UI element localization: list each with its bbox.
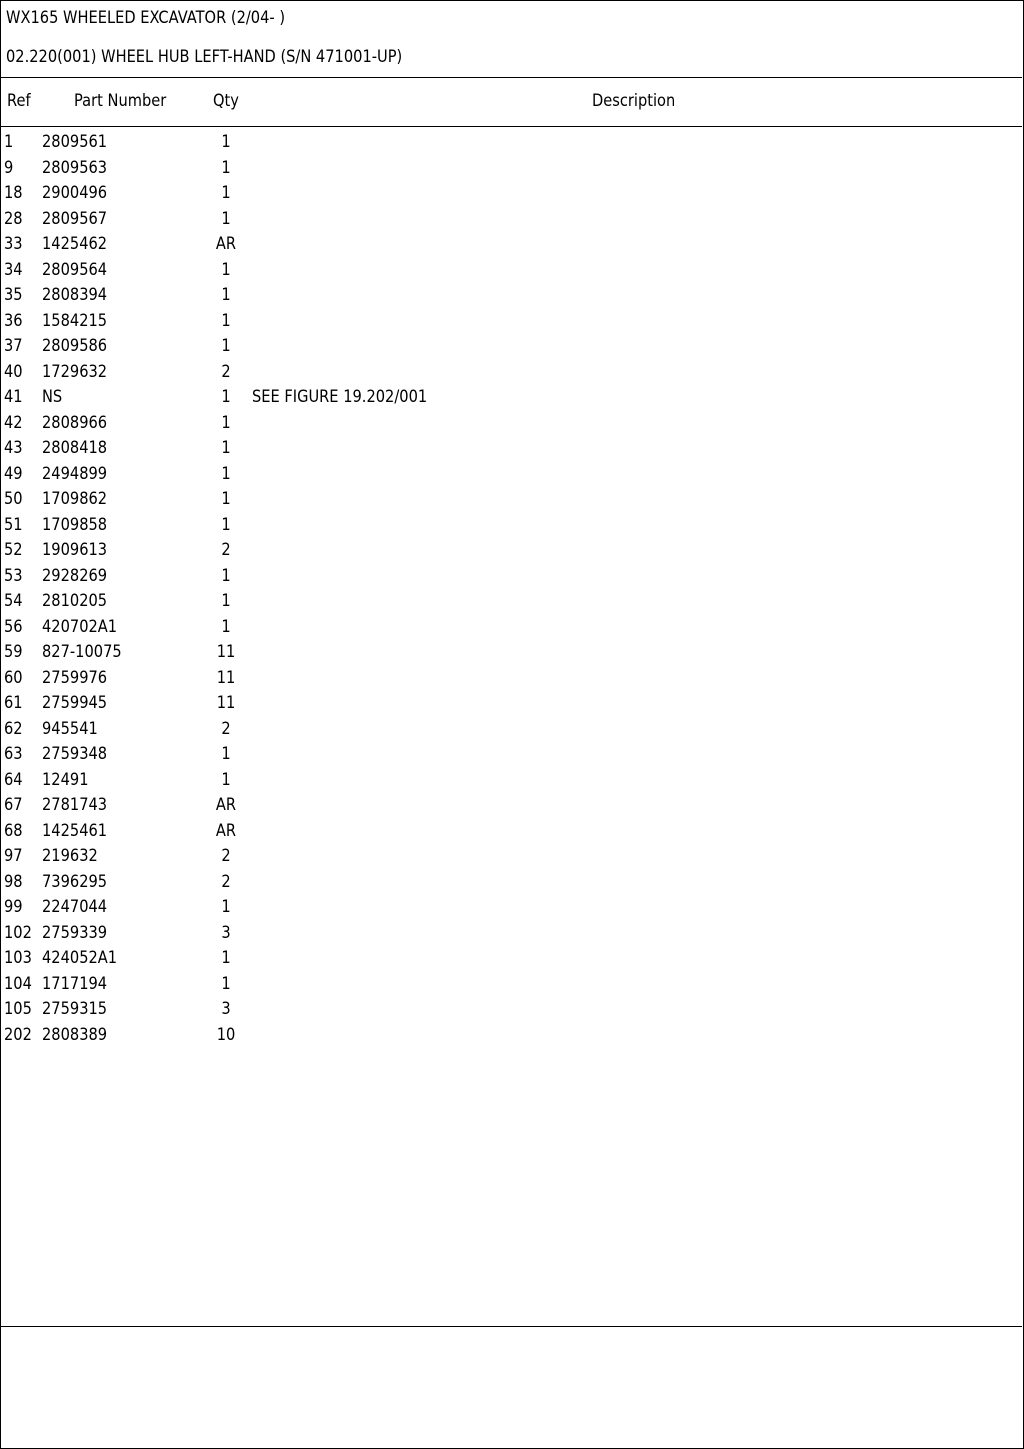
qty-cell: 2 [221,871,231,892]
table-row [0,207,1022,233]
part-number-cell: 1729632 [42,361,108,382]
qty-cell: 1 [221,897,231,917]
qty-cell: 1 [221,208,231,229]
table-row [0,997,1022,1023]
qty-cell: 1 [221,336,231,356]
part-number-cell: 2808394 [42,285,108,305]
qty-cell: AR [215,234,237,254]
qty-cell: 3 [221,922,231,943]
table-row [0,258,1022,284]
ref-cell: 51 [4,514,23,535]
part-number-cell: 1709862 [42,489,108,509]
table-row [0,768,1022,794]
part-number-cell: 2808966 [42,412,108,433]
part-number-cell: 2809567 [42,208,108,229]
qty-cell: 2 [221,540,231,560]
part-number-cell: 2809563 [42,157,108,178]
ref-cell: 43 [4,438,23,458]
ref-cell: 56 [4,616,23,637]
qty-cell: 1 [221,387,231,407]
part-number-cell: 2928269 [42,565,108,586]
table-row [0,895,1022,921]
part-number-cell: 1717194 [42,973,108,994]
part-number-cell: 2900496 [42,183,108,203]
ref-cell: 97 [4,846,23,866]
footer-divider [0,1326,1022,1327]
part-number-cell: 420702A1 [42,616,118,637]
ref-cell: 102 [4,922,32,943]
qty-cell: 1 [221,489,231,509]
table-row [0,513,1022,539]
qty-cell: 1 [221,412,231,433]
qty-cell: 1 [221,948,231,968]
table-row [0,793,1022,819]
qty-cell: 1 [221,973,231,994]
qty-cell: 1 [221,616,231,637]
table-row [0,360,1022,386]
part-number-cell: 2808418 [42,438,108,458]
table-row [0,1023,1022,1049]
part-number-cell: 2759348 [42,744,108,764]
ref-cell: 67 [4,795,23,815]
table-row [0,615,1022,641]
table-row [0,666,1022,692]
part-number-cell: 2759339 [42,922,108,943]
table-row [0,589,1022,615]
qty-cell: 2 [221,361,231,382]
ref-cell: 35 [4,285,23,305]
part-number-cell: NS [42,387,63,407]
part-number-cell: 2808389 [42,1024,108,1045]
qty-cell: 1 [221,132,231,152]
part-number-cell: 1425462 [42,234,108,254]
qty-cell: 1 [221,514,231,535]
table-row [0,844,1022,870]
qty-cell: 11 [216,693,236,713]
table-row [0,717,1022,743]
ref-cell: 40 [4,361,23,382]
table-row [0,309,1022,335]
ref-cell: 9 [4,157,14,178]
parts-table [0,130,1022,1048]
ref-cell: 202 [4,1024,32,1045]
qty-cell: AR [215,820,237,841]
table-row [0,411,1022,437]
ref-cell: 52 [4,540,23,560]
column-header-description: Description [592,91,676,111]
table-row [0,130,1022,156]
ref-cell: 37 [4,336,23,356]
table-row [0,232,1022,258]
part-number-cell: 2809564 [42,259,108,280]
table-row [0,436,1022,462]
qty-cell: 1 [221,310,231,331]
ref-cell: 42 [4,412,23,433]
part-number-cell: 2759976 [42,667,108,688]
ref-cell: 64 [4,769,23,790]
qty-cell: 2 [221,846,231,866]
part-number-cell: 2809561 [42,132,108,152]
part-number-cell: 945541 [42,718,98,739]
ref-cell: 53 [4,565,23,586]
column-header-divider [0,126,1022,127]
qty-cell: 1 [221,591,231,611]
table-row [0,334,1022,360]
part-number-cell: 2759315 [42,999,108,1019]
qty-cell: 1 [221,183,231,203]
ref-cell: 63 [4,744,23,764]
ref-cell: 105 [4,999,32,1019]
qty-cell: 1 [221,157,231,178]
part-number-cell: 2494899 [42,463,108,484]
ref-cell: 99 [4,897,23,917]
part-number-cell: 424052A1 [42,948,118,968]
part-number-cell: 2759945 [42,693,108,713]
ref-cell: 104 [4,973,32,994]
table-row [0,283,1022,309]
table-row [0,742,1022,768]
qty-cell: 1 [221,285,231,305]
part-number-cell: 1709858 [42,514,108,535]
ref-cell: 36 [4,310,23,331]
ref-cell: 61 [4,693,23,713]
part-number-cell: 2247044 [42,897,108,917]
part-number-cell: 219632 [42,846,98,866]
ref-cell: 60 [4,667,23,688]
description-cell: SEE FIGURE 19.202/001 [252,387,428,407]
table-row [0,972,1022,998]
table-row [0,564,1022,590]
machine-title: WX165 WHEELED EXCAVATOR (2/04- ) [6,8,286,28]
qty-cell: 11 [216,667,236,688]
qty-cell: 1 [221,769,231,790]
table-row [0,487,1022,513]
ref-cell: 50 [4,489,23,509]
ref-cell: 1 [4,132,14,152]
qty-cell: AR [215,795,237,815]
table-row [0,870,1022,896]
figure-title: 02.220(001) WHEEL HUB LEFT-HAND (S/N 471001-UP) [6,47,403,67]
ref-cell: 28 [4,208,23,229]
column-header-qty: Qty [213,91,239,111]
part-number-cell: 12491 [42,769,89,790]
table-row [0,462,1022,488]
qty-cell: 3 [221,999,231,1019]
qty-cell: 2 [221,718,231,739]
ref-cell: 98 [4,871,23,892]
part-number-cell: 827-10075 [42,642,122,662]
ref-cell: 49 [4,463,23,484]
ref-cell: 103 [4,948,32,968]
qty-cell: 1 [221,438,231,458]
part-number-cell: 1425461 [42,820,108,841]
ref-cell: 34 [4,259,23,280]
column-header-part-number: Part Number [74,91,167,111]
ref-cell: 41 [4,387,23,407]
ref-cell: 18 [4,183,23,203]
table-row [0,385,1022,411]
part-number-cell: 1584215 [42,310,108,331]
part-number-cell: 2810205 [42,591,108,611]
table-row [0,946,1022,972]
table-row [0,640,1022,666]
table-row [0,921,1022,947]
qty-cell: 1 [221,744,231,764]
table-row [0,538,1022,564]
ref-cell: 68 [4,820,23,841]
qty-cell: 1 [221,565,231,586]
part-number-cell: 2809586 [42,336,108,356]
column-header-ref: Ref [7,91,31,111]
qty-cell: 10 [216,1024,236,1045]
header-divider [0,77,1022,78]
ref-cell: 62 [4,718,23,739]
table-row [0,156,1022,182]
qty-cell: 11 [216,642,236,662]
part-number-cell: 7396295 [42,871,108,892]
ref-cell: 33 [4,234,23,254]
table-row [0,691,1022,717]
qty-cell: 1 [221,259,231,280]
part-number-cell: 2781743 [42,795,108,815]
ref-cell: 59 [4,642,23,662]
table-row [0,181,1022,207]
ref-cell: 54 [4,591,23,611]
qty-cell: 1 [221,463,231,484]
table-row [0,819,1022,845]
part-number-cell: 1909613 [42,540,108,560]
